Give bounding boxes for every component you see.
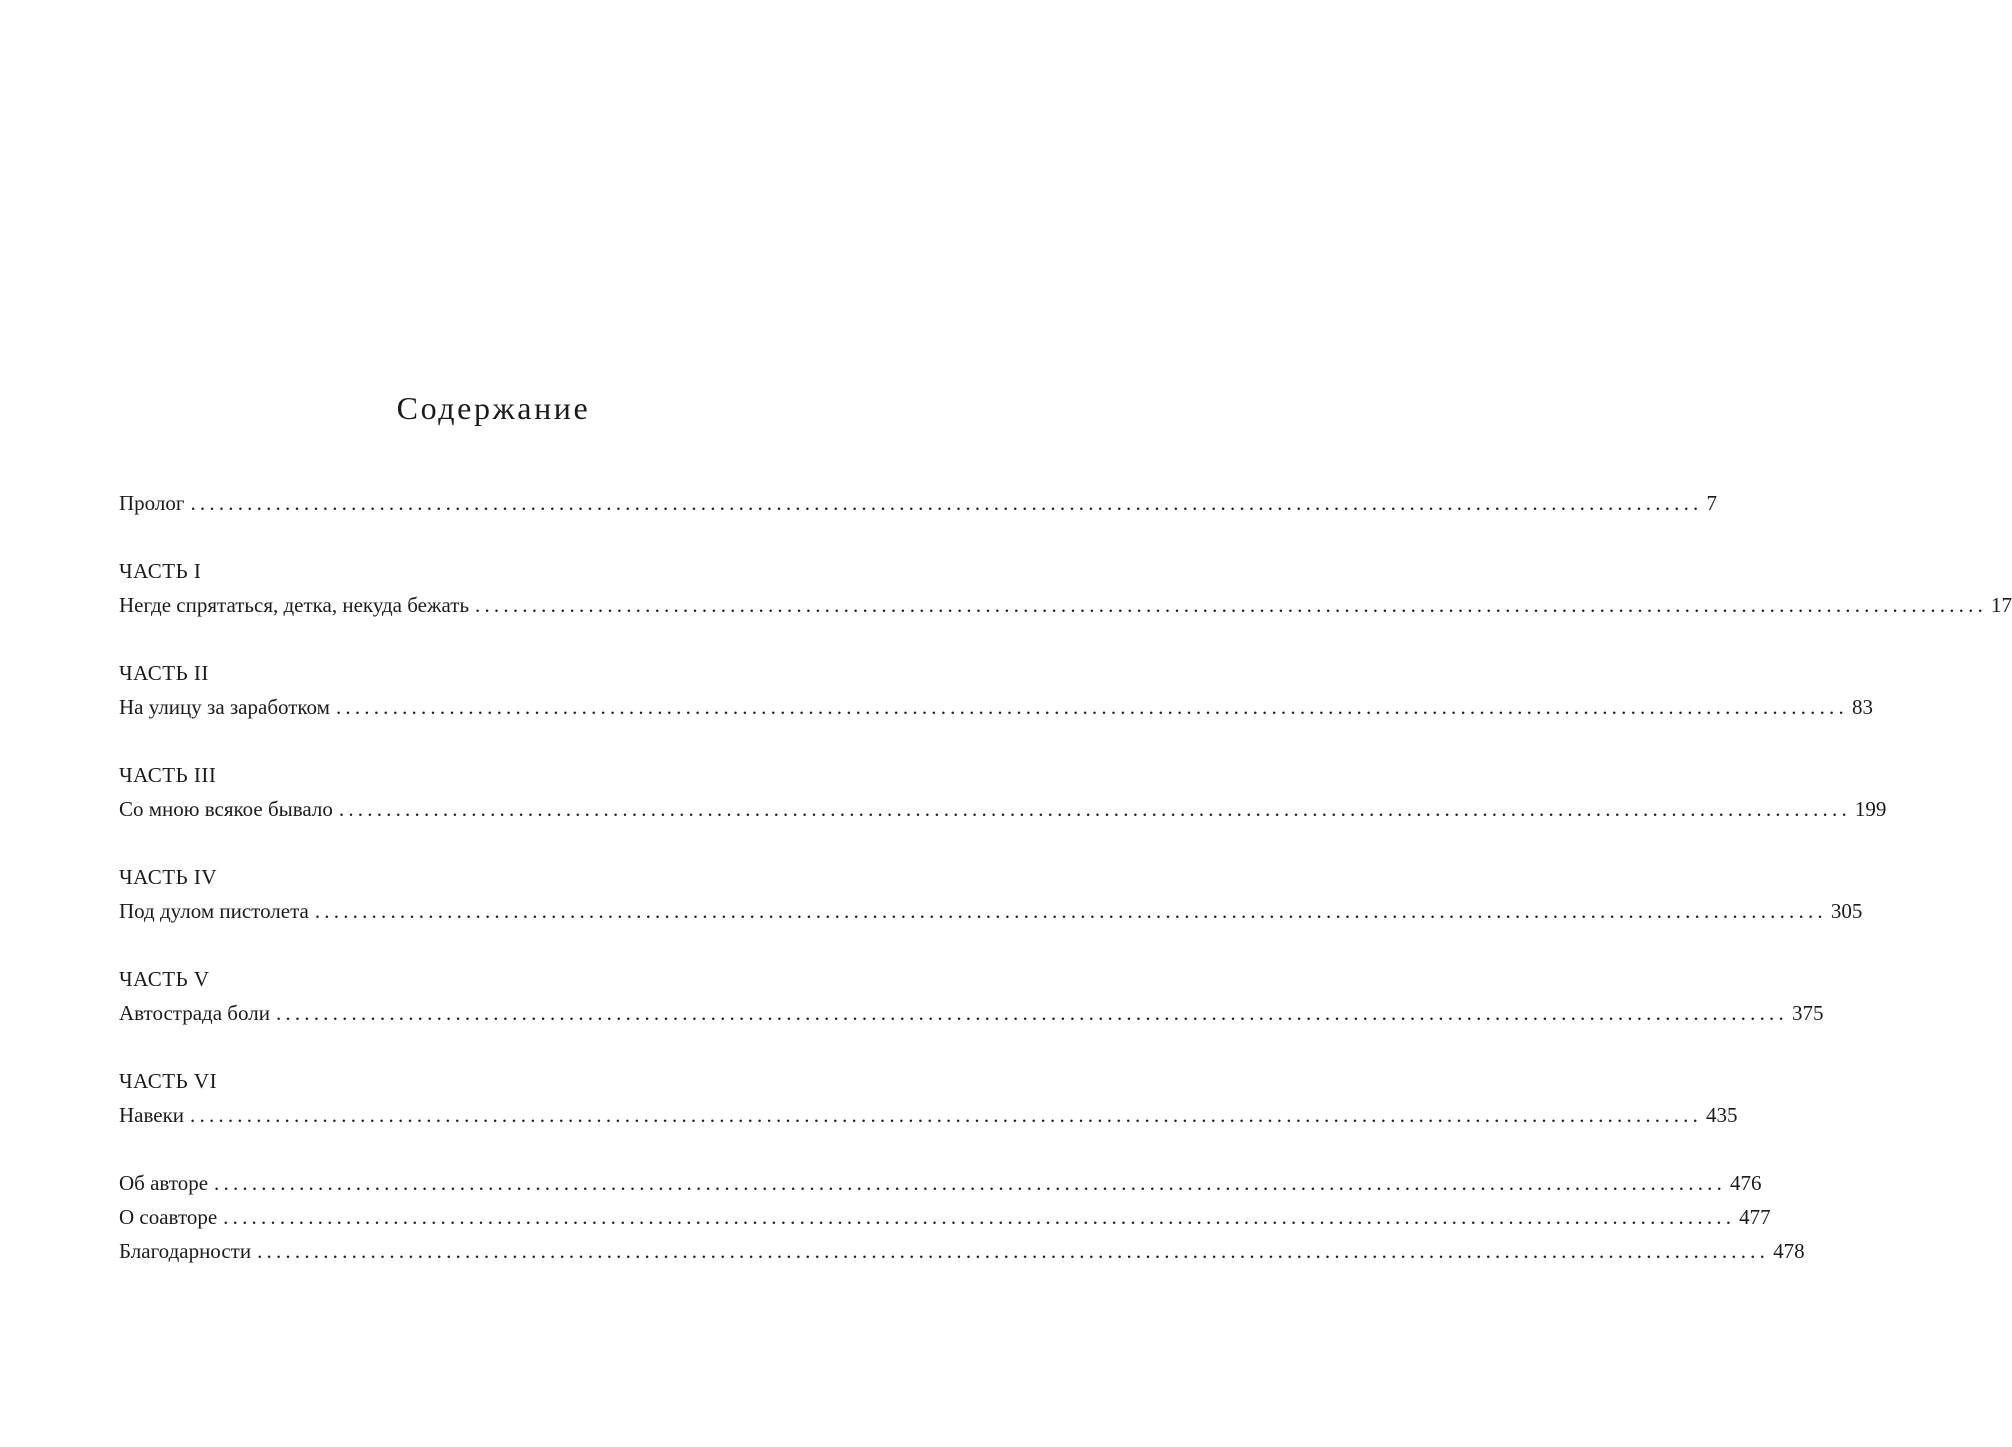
toc-page-number: 435 xyxy=(1706,1103,1738,1127)
toc-page-number: 478 xyxy=(1773,1239,1805,1263)
toc-entry-acknowledgements xyxy=(119,1236,1805,1266)
dot-leader: ................................................................................................................................................................ xyxy=(335,695,1848,719)
toc-entry-about-coauthor xyxy=(119,1202,1771,1232)
dot-leader: ................................................................................................................................................................ xyxy=(275,1001,1788,1025)
dot-leader: ................................................................................................................................................................ xyxy=(223,1205,1736,1229)
toc-entry-about-author xyxy=(119,1168,1762,1198)
toc-entry-label: Благодарности xyxy=(119,1239,252,1263)
toc-page-number: 17 xyxy=(1991,593,2012,617)
dot-leader: ................................................................................................................................................................ xyxy=(314,899,1827,923)
part-heading-3: ЧАСТЬ III xyxy=(119,763,217,787)
toc-entry-label: Со мною всякое бывало xyxy=(119,797,333,821)
dot-leader: ................................................................................................................................................................ xyxy=(190,491,1703,515)
toc-entry-label: Навеки xyxy=(119,1103,185,1127)
toc-page-number: 199 xyxy=(1854,797,1887,821)
toc-page-number: 7 xyxy=(1706,491,1717,515)
dot-leader: ................................................................................................................................................................ xyxy=(257,1239,1770,1263)
toc-entry-part-4 xyxy=(119,896,1863,926)
dot-leader: ................................................................................................................................................................ xyxy=(214,1171,1727,1195)
toc-entry-label: Автострада боли xyxy=(119,1001,270,1025)
toc-entry-label: Под дулом пистолета xyxy=(119,899,309,923)
toc-page-number: 477 xyxy=(1739,1205,1771,1229)
toc-entry-part-6 xyxy=(119,1100,1738,1130)
dot-leader: ................................................................................................................................................................ xyxy=(190,1103,1703,1127)
toc-page-number: 83 xyxy=(1851,695,1873,719)
part-heading-5: ЧАСТЬ V xyxy=(119,967,210,991)
toc-entry-label: Пролог xyxy=(119,491,185,515)
toc-entry-label: О соавторе xyxy=(119,1205,218,1229)
page-title: Содержание xyxy=(396,390,591,426)
toc-page-number: 476 xyxy=(1730,1171,1762,1195)
dot-leader: ................................................................................................................................................................ xyxy=(338,797,1851,821)
part-heading-1: ЧАСТЬ I xyxy=(119,559,202,583)
part-heading-4: ЧАСТЬ IV xyxy=(119,865,218,889)
dot-leader: ................................................................................................................................................................ xyxy=(475,593,1988,617)
toc-entry-label: На улицу за заработком xyxy=(119,695,330,719)
part-heading-2: ЧАСТЬ II xyxy=(119,661,209,685)
toc-entry-label: Об авторе xyxy=(119,1171,209,1195)
toc-page-number: 375 xyxy=(1791,1001,1824,1025)
toc-entry-part-5 xyxy=(119,998,1824,1028)
toc-entry-label: Негде спрятаться, детка, некуда бежать xyxy=(119,593,470,617)
toc-entry-part-3 xyxy=(119,794,1887,824)
toc-entry-part-2 xyxy=(119,692,1873,722)
part-heading-6: ЧАСТЬ VI xyxy=(119,1069,218,1093)
toc-page-number: 305 xyxy=(1830,899,1863,923)
toc-entry-prologue xyxy=(119,488,1717,518)
toc-entry-part-1 xyxy=(119,590,2012,620)
